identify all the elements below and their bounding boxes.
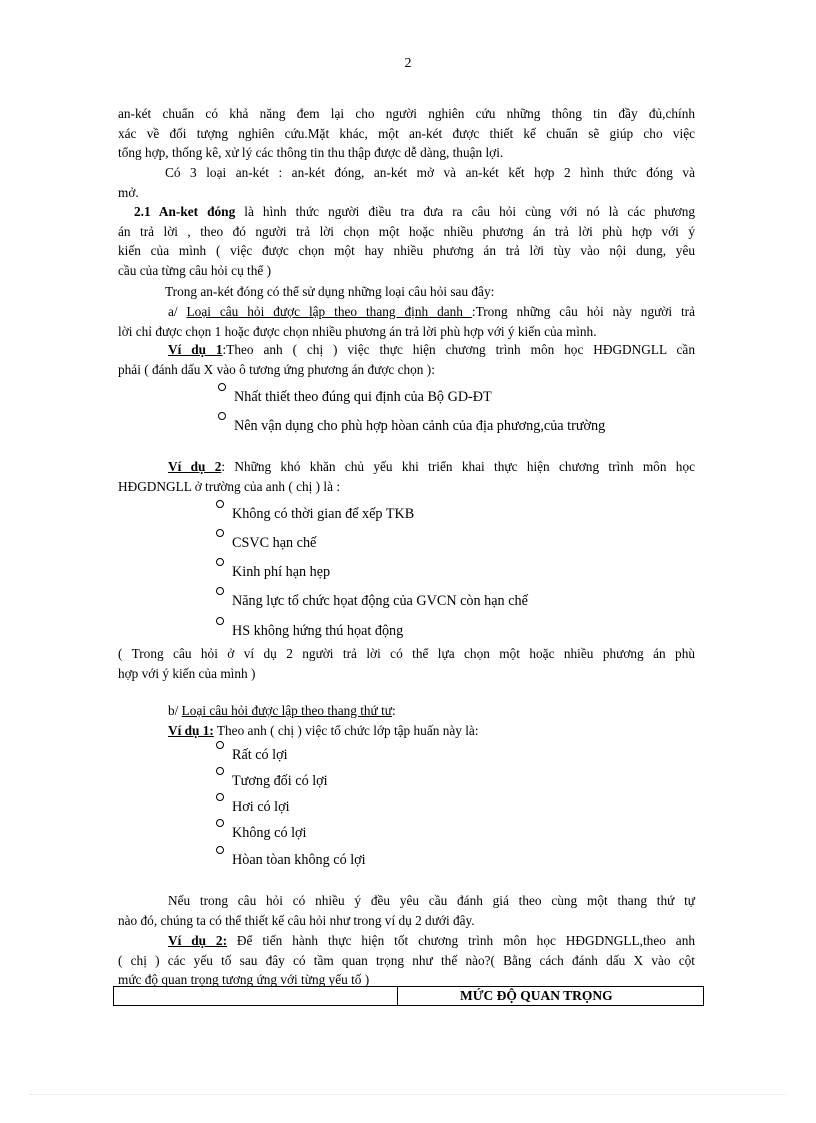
radio-circle-icon bbox=[216, 558, 224, 566]
option-label: HS không hứng thú họat động bbox=[232, 623, 404, 639]
text-span: Theo anh ( chị ) việc tổ chức lớp tập huấn này là: bbox=[213, 723, 479, 738]
radio-circle-icon bbox=[216, 846, 224, 854]
page-number: 2 bbox=[404, 56, 412, 71]
option-item bbox=[216, 746, 288, 764]
text-span: :Theo anh ( chị ) việc thực hiện chương trình môn học HĐGDNGLL cần bbox=[222, 342, 695, 357]
types-paragraph bbox=[118, 163, 695, 202]
radio-circle-icon bbox=[216, 529, 224, 537]
option-label: Tương đối có lợi bbox=[232, 773, 328, 789]
text-span: : Những khó khăn chủ yếu khi triển khai thực hiện chương trình môn học bbox=[221, 459, 695, 474]
option-item bbox=[216, 824, 307, 842]
option-item bbox=[216, 505, 414, 523]
option-item bbox=[216, 851, 366, 869]
text-line: xác về đối tượng nghiên cứu.Mặt khác, một an-két được thiết kế chuẩn sẽ giúp cho việc bbox=[118, 125, 695, 141]
text-line: Trong an-két đóng có thể sử dụng những loại câu hỏi sau đây: bbox=[165, 284, 495, 299]
option-label: Hòan tòan không có lợi bbox=[232, 852, 366, 868]
option-item bbox=[216, 772, 328, 790]
radio-circle-icon bbox=[216, 819, 224, 827]
radio-circle-icon bbox=[218, 383, 226, 391]
text-line: ( Trong câu hỏi ở ví dụ 2 người trả lời có thể lựa chọn một hoặc nhiều phương án phù bbox=[118, 646, 695, 661]
text-line bbox=[118, 340, 695, 360]
option-item bbox=[216, 592, 528, 610]
table-row bbox=[114, 987, 704, 1006]
part-prefix: b/ bbox=[168, 703, 182, 718]
section-heading: 2.1 An-ket đóng bbox=[134, 204, 236, 219]
page-bottom-divider bbox=[30, 1094, 786, 1095]
text-line: nào đó, chúng ta có thể thiết kế câu hỏi như trong ví dụ 2 dưới đây. bbox=[118, 912, 475, 928]
radio-circle-icon bbox=[216, 741, 224, 749]
text-line: cầu của từng câu hỏi cụ thể ) bbox=[118, 262, 272, 278]
text-line: an-két chuẩn có khả năng đem lại cho người nghiên cứu những thông tin đầy đủ,chính bbox=[118, 106, 695, 121]
option-label: Rất có lợi bbox=[232, 747, 288, 763]
text-span: : bbox=[392, 703, 396, 718]
option-label: CSVC hạn chế bbox=[232, 535, 317, 551]
option-label: Nên vận dụng cho phù hợp hòan cảnh của địa phương,của trường bbox=[234, 418, 606, 434]
text-line bbox=[118, 701, 695, 721]
text-line bbox=[118, 302, 695, 322]
example-a2-note bbox=[118, 644, 695, 683]
radio-circle-icon bbox=[216, 500, 224, 508]
importance-table bbox=[113, 986, 704, 1006]
example-label: Ví dụ 1: bbox=[168, 723, 214, 738]
option-item bbox=[218, 388, 492, 406]
part-b bbox=[118, 701, 695, 721]
text-line bbox=[118, 721, 695, 741]
text-line: tổng hợp, thống kê, xử lý các thông tin thu thập được dễ dàng, thuận lợi. bbox=[118, 145, 504, 160]
text-line: lời chỉ được chọn 1 hoặc được chọn nhiều phương án trả lời phù hợp với ý kiến của mình. bbox=[118, 323, 597, 339]
intro-paragraph bbox=[118, 104, 695, 163]
part-title: Loại câu hỏi được lập theo thang thứ tư bbox=[181, 703, 392, 718]
example-b1 bbox=[118, 721, 695, 741]
example-a2 bbox=[118, 457, 695, 496]
text-line: hợp với ý kiến của mình ) bbox=[118, 665, 256, 681]
radio-circle-icon bbox=[218, 412, 226, 420]
text-line: Có 3 loại an-két : an-két đóng, an-két mở và an-két kết hợp 2 hình thức đóng và bbox=[165, 165, 695, 180]
section-2-1 bbox=[118, 202, 695, 280]
closed-types-intro bbox=[118, 282, 695, 302]
table-header-cell bbox=[114, 987, 398, 1006]
text-span: Để tiến hành thực hiện tốt chương trình môn học HĐGDNGLL,theo anh bbox=[227, 933, 695, 948]
part-a bbox=[118, 302, 695, 341]
radio-circle-icon bbox=[216, 767, 224, 775]
text-span: là hình thức người điều tra đưa ra câu hỏi cùng với nó là các phương bbox=[235, 204, 696, 219]
radio-circle-icon bbox=[216, 587, 224, 595]
radio-circle-icon bbox=[216, 617, 224, 625]
option-item bbox=[216, 622, 403, 640]
option-item bbox=[216, 563, 330, 581]
option-label: Kinh phí hạn hẹp bbox=[232, 564, 331, 580]
text-line: Nếu trong câu hỏi có nhiều ý đều yêu cầu đánh giá theo cùng một thang thứ tự bbox=[168, 893, 695, 908]
table-header-cell: MỨC ĐỘ QUAN TRỌNG bbox=[398, 987, 704, 1006]
text-line: phải ( đánh dấu X vào ô tương ứng phương án được chọn ): bbox=[118, 361, 435, 377]
text-span: :Trong những câu hỏi này người trả bbox=[471, 304, 695, 319]
part-title: Loại câu hỏi được lập theo thang định danh bbox=[186, 304, 472, 319]
text-line bbox=[118, 457, 695, 477]
option-label: Năng lực tổ chức họat động của GVCN còn hạn chế bbox=[232, 593, 528, 609]
text-line: ( chị ) các yếu tố sau đây có tầm quan trọng như thế nào?( Bằng cách đánh dấu X vào cột bbox=[118, 952, 695, 968]
example-label: Ví dụ 1 bbox=[168, 342, 223, 357]
option-item bbox=[218, 417, 605, 435]
text-line: kiến của mình ( việc được chọn một hay nhiều phương án trả lời tùy vào nội dung, yêu bbox=[118, 243, 695, 258]
option-label: Không có lợi bbox=[232, 825, 307, 841]
option-item bbox=[216, 798, 290, 816]
text-line: án trả lời , theo đó người trả lời chọn một hoặc nhiều phương án trả lời phù hợp với ý bbox=[118, 223, 695, 239]
example-label: Ví dụ 2: bbox=[168, 933, 227, 948]
scale-paragraph bbox=[118, 891, 695, 930]
text-line bbox=[118, 202, 695, 222]
option-label: Nhất thiết theo đúng qui định của Bộ GD-ĐT bbox=[234, 389, 492, 405]
text-line: mở. bbox=[118, 184, 139, 200]
text-line: HĐGDNGLL ở trường của anh ( chị ) là : bbox=[118, 478, 341, 494]
option-item bbox=[216, 534, 316, 552]
option-label: Không có thời gian để xếp TKB bbox=[232, 506, 415, 522]
text-line: mức độ quan trọng tương ứng với từng yếu tố ) bbox=[118, 972, 370, 987]
example-b2 bbox=[118, 931, 695, 990]
radio-circle-icon bbox=[216, 793, 224, 801]
part-prefix: a/ bbox=[168, 304, 187, 319]
example-label: Ví dụ 2 bbox=[168, 459, 222, 474]
example-a1 bbox=[118, 340, 695, 379]
text-line bbox=[118, 931, 695, 951]
option-label: Hơi có lợi bbox=[232, 799, 290, 815]
